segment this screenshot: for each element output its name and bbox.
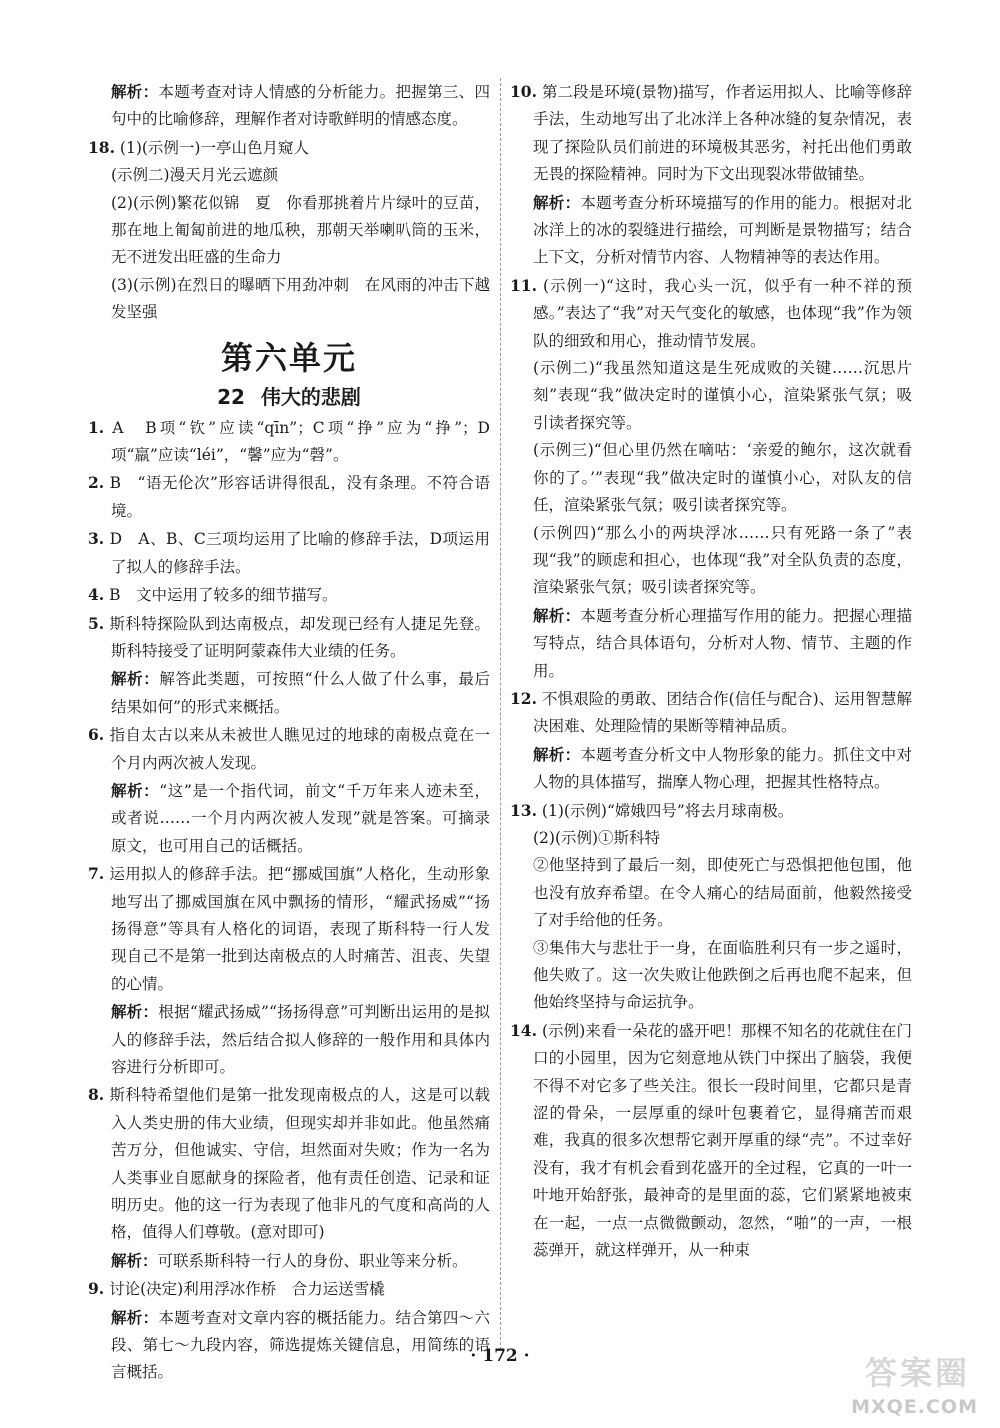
answer-text: B 文中运用了较多的细节描写。	[109, 586, 338, 605]
unit-title: 第六单元	[220, 338, 357, 377]
answer-14	[510, 1017, 912, 1265]
answer-2	[88, 469, 490, 525]
analysis-5	[88, 665, 490, 721]
analysis-11	[510, 602, 912, 685]
analysis-text: 可联系斯科特一行人的身份、职业等来分析。	[157, 1251, 468, 1270]
question-number: 18.	[88, 137, 115, 157]
page-number: · 172 ·	[470, 1346, 530, 1366]
analysis-label: 解析：	[111, 1002, 159, 1022]
analysis-17	[88, 78, 490, 134]
question-number: 4.	[88, 585, 105, 605]
answer-7	[88, 860, 490, 998]
answer-4	[88, 581, 490, 609]
answer-18-part2: (2)(示例)繁花似锦 夏 你看那挑着片片绿叶的豆苗，那在地上匍匐前进的地瓜秧，那朝天举喇叭筒的玉米，无不迸发出旺盛的生命力	[111, 193, 490, 267]
answer-text: D A、B、C三项均运用了比喻的修辞手法，D项运用了拟人的修辞手法。	[109, 530, 490, 576]
analysis-label: 解析：	[111, 1307, 159, 1327]
analysis-label: 解析：	[111, 1250, 158, 1270]
question-number: 7.	[88, 864, 105, 884]
answer-text: (1)(示例一)一亭山色月窥人	[119, 138, 309, 157]
answer-13-part1	[510, 797, 912, 825]
question-number: 8.	[88, 1085, 105, 1105]
answer-text: (示例一)“这时，我心头一沉，似乎有一种不祥的预感。”表达了“我”对天气变化的敏感，也体现“我”作为领队的细致和用心，推动情节发展。	[533, 276, 912, 350]
answer-text: 运用拟人的修辞手法。把“挪威国旗”人格化，生动形象地写出了挪威国旗在风中飘扬的情形，“耀武扬威”“扬扬得意”等具有人格化的词语，表现了斯科特一行人发现自己不是第一批到达南极点的人时痛苦、沮丧、失望的心情。	[109, 865, 490, 993]
answer-text: 指自太古以来从未被世人瞧见过的地球的南极点竟在一个月内两次被人发现。	[109, 726, 490, 772]
answer-11-example4: (示例四)“那么小的两块浮冰……只有死路一条了”表现“我”的顾虑和担心，也体现“我”对全队负责的态度，渲染紧张气氛；吸引读者探究等。	[533, 523, 912, 597]
answer-18-part1	[88, 134, 490, 162]
question-number: 14.	[510, 1020, 537, 1040]
watermark-site: MXQE.COM	[851, 1396, 978, 1418]
analysis-text: “这”是一个指代词，前文“千万年来人迹未至，或者说……一个月内两次被人发现”就是答案。可摘录原文，也可用自己的话概括。	[111, 781, 490, 855]
question-number: 3.	[88, 529, 105, 549]
answer-text: 讨论(决定)利用浮冰作桥 合力运送雪橇	[109, 1280, 385, 1299]
answer-text: (示例)来看一朵花的盛开吧！那棵不知名的花就住在门口的小园里，因为它刻意地从铁门中探出了脑袋，我便不得不对它多了些关注。很长一段时间里，它都只是青涩的骨朵，一层厚重的绿叶包裹着它，显得痛苦而艰难，我真的很多次想帮它剥开厚重的绿“壳”。不过幸好没有，我才有机会看到花盛开的全过程，它真的一叶一叶地开始舒张，最神奇的是里面的蕊，它们紧紧地被束在一起，一点一点微微颤动，忽然，“啪”的一声，一根蕊弹开，就这样弹开，从一种束	[533, 1021, 912, 1260]
analysis-text: 本题考查对诗人情感的分析能力。把握第三、四句中的比喻修辞，理解作者对诗歌鲜明的情感态度。	[111, 83, 490, 129]
answer-text: A B项“钦”应读“qīn”；C项“挣”应为“挣”；D项“羸”应读“léi”，“馨”应为“磬”。	[111, 418, 490, 465]
answer-10	[510, 78, 912, 189]
analysis-label: 解析：	[533, 192, 581, 212]
left-column	[88, 78, 490, 1387]
analysis-text: 本题考查分析环境描写的作用的能力。根据对北冰洋上的冰的裂缝进行描绘，可判断是景物描写；结合上下文，分析对情节内容、人物精神等的表达作用。	[533, 193, 912, 267]
analysis-label: 解析：	[533, 744, 581, 764]
answer-text: (1)(示例)“嫦娥四号”将去月球南极。	[541, 801, 794, 820]
analysis-label: 解析：	[533, 605, 581, 625]
analysis-text: 本题考查分析文中人物形象的能力。抓住文中对人物的具体描写，揣摩人物心理，把握其性格特点。	[533, 745, 912, 792]
analysis-6	[88, 777, 490, 860]
answer-text: 不惧艰险的勇敢、团结合作(信任与配合)、运用智慧解决困难、处理险情的果断等精神品质。	[533, 689, 912, 736]
answer-5	[88, 610, 490, 666]
question-number: 6.	[88, 725, 105, 745]
answer-11-example1	[510, 272, 912, 355]
answer-text: 斯科特希望他们是第一批发现南极点的人，这是可以载入人类史册的伟大业绩，但现实却并非如此。他虽然痛苦万分，但他诚实、守信，坦然面对失败；作为一名为人类事业自愿献身的探险者，他有责任创造、记录和证明历史。他的这一行为表现了他非凡的气度和高尚的人格，值得人们尊敬。(意对即可)	[109, 1086, 490, 1242]
answer-text: B “语无伦次”形容话讲得很乱，没有条理。不符合语境。	[109, 474, 490, 520]
answer-8	[88, 1081, 490, 1246]
answer-13-part2b: ②他坚持到了最后一刻，即使死亡与恐惧把他包围，他也没有放弃希望。在令人痛心的结局面前，他毅然接受了对手给他的任务。	[533, 856, 912, 930]
question-number: 10.	[510, 82, 537, 101]
right-column	[510, 78, 912, 1264]
analysis-label: 解析：	[111, 669, 160, 689]
watermark-logo: 答案圈	[864, 1354, 970, 1392]
analysis-10	[510, 189, 912, 272]
analysis-text: 根据“耀武扬威”“扬扬得意”可判断出运用的是拟人的修辞手法，然后结合拟人修辞的一般作用和具体内容进行分析即可。	[111, 1003, 490, 1076]
analysis-text: 解答此类题，可按照“什么人做了什么事，最后结果如何”的形式来概括。	[111, 670, 490, 716]
question-number: 12.	[510, 688, 537, 708]
answer-13-part2: (2)(示例)①斯科特	[533, 828, 661, 847]
answer-1	[88, 414, 490, 470]
analysis-12	[510, 741, 912, 797]
answer-9	[88, 1275, 490, 1303]
lesson-number: 22	[217, 384, 245, 409]
answer-11-example2: (示例二)“我虽然知道这是生死成败的关键……沉思片刻”表现“我”做决定时的谨慎小心，渲染紧张气氛；吸引读者探究等。	[533, 359, 912, 432]
answer-13-part2c: ③集伟大与悲壮于一身，在面临胜利只有一步之遥时，他失败了。这一次失败让他跌倒之后再也爬不起来，但他始终坚持与命运抗争。	[533, 938, 912, 1012]
answer-18-part1b: (示例二)漫天月光云遮颜	[111, 166, 279, 185]
answer-text: 斯科特探险队到达南极点，却发现已经有人捷足先登。斯科特接受了证明阿蒙森伟大业绩的任务。	[109, 614, 490, 660]
analysis-8	[88, 1247, 490, 1275]
question-number: 11.	[510, 275, 537, 295]
question-number: 13.	[510, 800, 537, 820]
column-divider	[500, 78, 501, 1350]
analysis-label: 解析：	[111, 82, 159, 101]
question-number: 2.	[88, 473, 105, 493]
answer-12	[510, 685, 912, 741]
analysis-7	[88, 998, 490, 1081]
question-number: 9.	[88, 1279, 105, 1299]
question-number: 1.	[88, 417, 105, 437]
answer-3	[88, 525, 490, 581]
analysis-text: 本题考查对文章内容的概括能力。结合第四～六段、第七～九段内容，筛选提炼关键信息，用简练的语言概括。	[111, 1308, 490, 1382]
lesson-name: 伟大的悲剧	[260, 384, 361, 409]
answer-6	[88, 721, 490, 777]
answer-11-example3: (示例三)“但心里仍然在嘀咕：‘亲爱的鲍尔，这次就看你的了。’”表现“我”做决定时的谨慎小心，对队友的信任，渲染紧张气氛；吸引读者探究等。	[533, 441, 912, 515]
question-number: 5.	[88, 613, 105, 633]
answer-18-part3: (3)(示例)在烈日的曝晒下用劲冲刺 在风雨的冲击下越发坚强	[111, 275, 490, 322]
analysis-label: 解析：	[111, 780, 160, 800]
answer-text: 第二段是环境(景物)描写，作者运用拟人、比喻等修辞手法，生动地写出了北冰洋上各种冰缝的复杂情况，表现了探险队员们前进的环境极其恶劣，衬托出他们勇敢无畏的探险精神。同时为下文出现裂冰带做铺垫。	[533, 83, 912, 184]
analysis-text: 本题考查分析心理描写作用的能力。把握心理描写特点，结合具体语句，分析对人物、情节、主题的作用。	[533, 606, 912, 680]
lesson-title	[88, 381, 490, 410]
